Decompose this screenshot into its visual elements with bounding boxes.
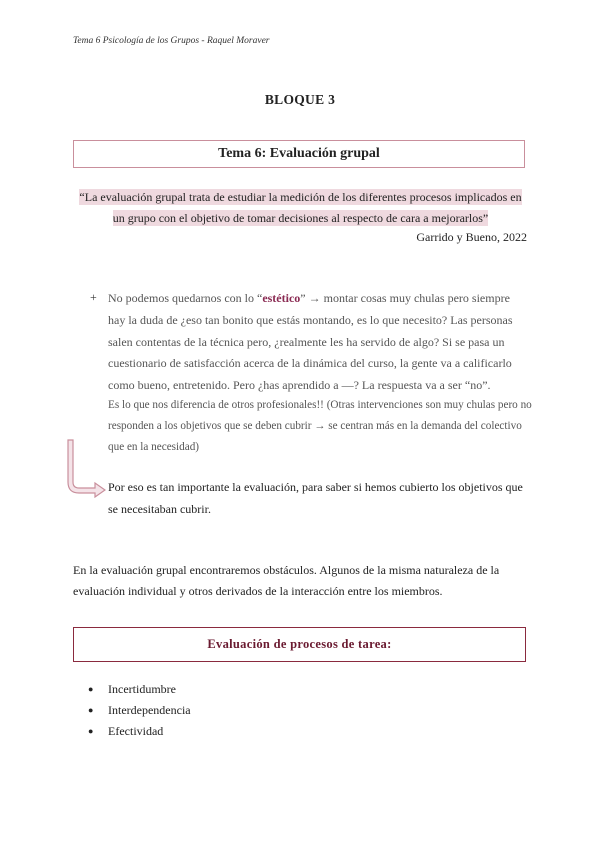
conclusion-text: Por eso es tan importante la evaluación, para saber si hemos cubierto los objetivos que se necesitaban cubrir. [108,480,523,516]
section-title-box [73,627,526,662]
block-title: BLOQUE 3 [264,92,336,107]
list-item: ● Incertidumbre [88,679,191,700]
topic-title-box [73,140,525,168]
list-item: ● Interdependencia [88,700,191,721]
quote-citation: Garrido y Bueno, 2022 [416,230,527,244]
bullet-continuation: Es lo que nos diferencia de otros profesionales!! (Otras intervenciones son muy chulas pero no responden a los objetivos que se deben cubrir → se centran más en la demanda del colectivo que en la necesidad) [108,399,532,453]
bullet-text-before: No podemos quedarnos con lo “ [108,291,263,305]
bullet-text-after: ” → montar cosas muy chulas pero siempre hay la duda de ¿eso tan bonito que estás montando, es lo que necesito? Las personas salen contentas de la técnica pero, ¿realmente les ha servido de algo? Si se pasa un cuestionario de satisfacción acerca de la dinámica del curso, la gente va a calificarlo como bueno, entretenido. Pero ¿has aprendido a —? La respuesta va a ser “no”. [108,291,513,393]
list-item: ● Efectividad [88,721,191,742]
bullet-dot-icon: ● [88,705,94,715]
bullet-dot-icon: ● [88,726,94,736]
quote [73,187,528,229]
curved-arrow-icon [66,438,106,498]
topic-title: Tema 6: Evaluación grupal [218,146,380,161]
plus-bullet-icon: + [90,290,97,304]
bullet-strong-word: estético [262,291,301,305]
bullet-paragraph [108,288,528,397]
bullet-dot-icon: ● [88,684,94,694]
quote-line-1: “La evaluación grupal trata de estudiar la medición de los diferentes procesos implicados en [79,190,522,204]
obstacles-paragraph: En la evaluación grupal encontraremos obstáculos. Algunos de la misma naturaleza de la evaluación individual y otros derivados de la interacción entre los miembros. [73,563,500,598]
process-list [88,679,191,742]
quote-line-2: un grupo con el objetivo de tomar decisiones al respecto de cara a mejorarlos” [112,211,489,225]
section-title: Evaluación de procesos de tarea: [207,637,392,651]
page-header: Tema 6 Psicología de los Grupos - Raquel Moraver [73,36,270,46]
